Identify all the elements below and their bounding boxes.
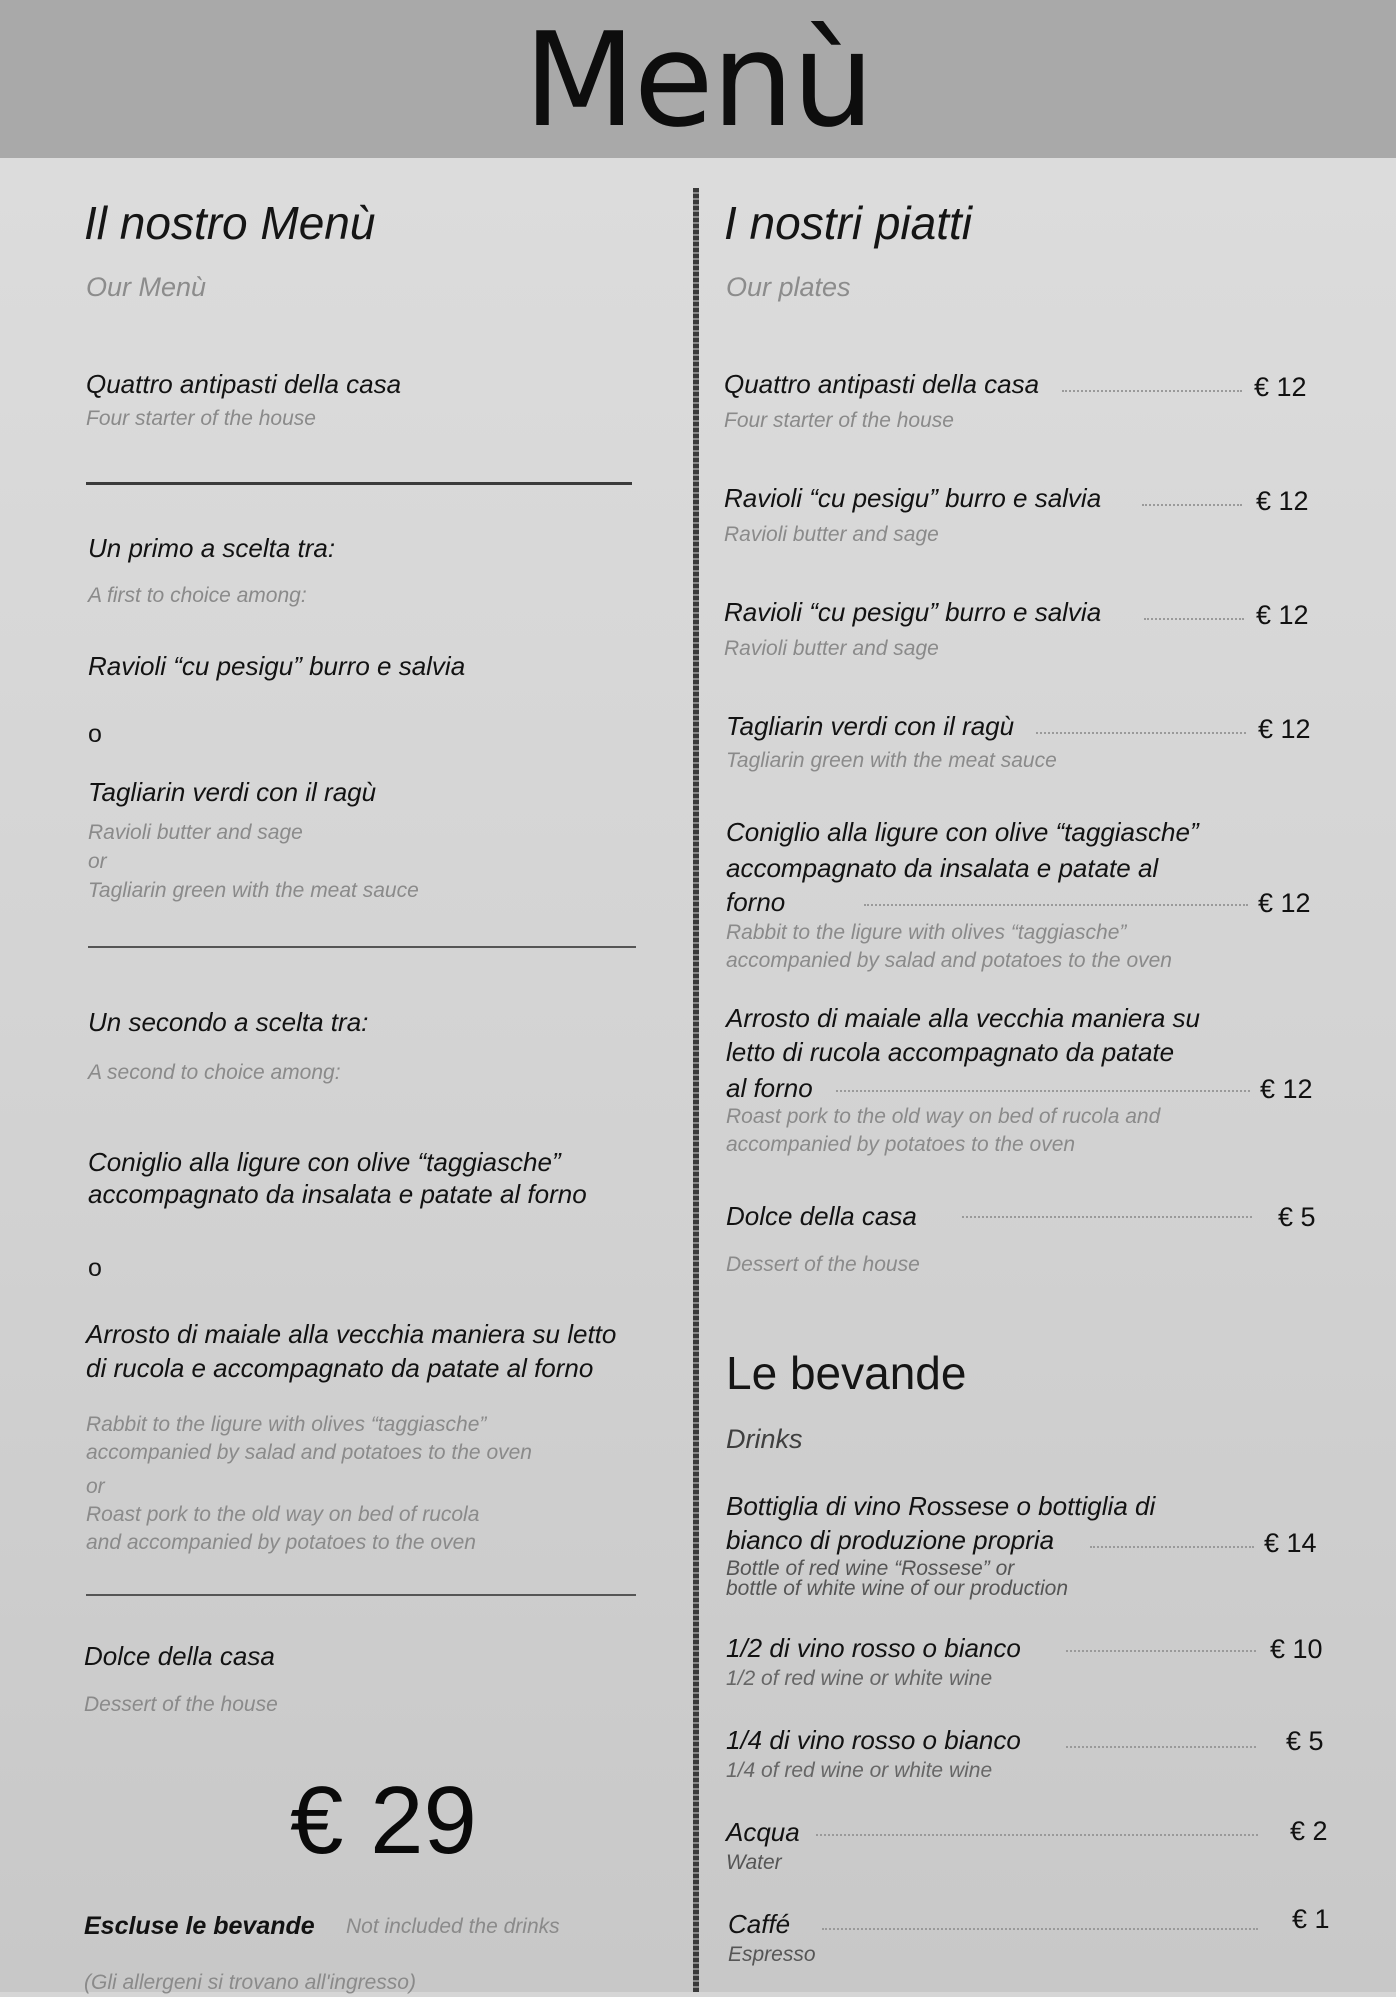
second-en-2-line1: Roast pork to the old way on bed of rucola [86, 1503, 480, 1526]
dish-it: Tagliarin verdi con il ragù [726, 711, 1015, 741]
second-option-1-line2: accompagnato da insalata e patate al forno [88, 1179, 587, 1209]
dish-it-line2: letto di rucola accompagnato da patate [726, 1037, 1175, 1067]
dish-price: € 12 [1260, 1074, 1313, 1104]
drinks-title: Le bevande [726, 1347, 967, 1399]
starter-en: Four starter of the house [86, 407, 316, 430]
dish-en: Ravioli butter and sage [724, 637, 939, 660]
dish-it: Ravioli “cu pesigu” burro e salvia [724, 597, 1102, 627]
first-en-2: Tagliarin green with the meat sauce [88, 879, 419, 902]
drink-it: Caffé [728, 1909, 791, 1939]
dish-it-line1: Coniglio alla ligure con olive “taggiasche” [726, 817, 1199, 847]
drink-it: 1/2 di vino rosso o bianco [726, 1633, 1021, 1663]
second-en-2-line2: and accompanied by potatoes to the oven [86, 1531, 476, 1554]
drink-it: 1/4 di vino rosso o bianco [726, 1725, 1021, 1755]
leader-dots [836, 1090, 1250, 1092]
second-heading-en: A second to choice among: [88, 1061, 341, 1084]
second-option-2-line1: Arrosto di maiale alla vecchia maniera su letto [86, 1319, 617, 1349]
drink-price: € 5 [1286, 1726, 1324, 1756]
first-option-2: Tagliarin verdi con il ragù [88, 777, 377, 807]
drinks-subtitle: Drinks [726, 1424, 803, 1454]
dish-en-line2: accompanied by salad and potatoes to the oven [726, 949, 1172, 972]
section-rule [86, 482, 632, 485]
leader-dots [962, 1216, 1252, 1218]
starter-it: Quattro antipasti della casa [86, 369, 402, 399]
first-heading-en: A first to choice among: [88, 584, 307, 607]
leader-dots [864, 904, 1248, 906]
fixed-menu-title: Il nostro Menù [84, 197, 376, 249]
dish-it: Ravioli “cu pesigu” burro e salvia [724, 483, 1102, 513]
allergens-note: (Gli allergeni si trovano all'ingresso) [84, 1971, 416, 1994]
drink-price: € 2 [1290, 1816, 1328, 1846]
excluded-drinks-en: Not included the drinks [346, 1915, 560, 1938]
leader-dots [816, 1834, 1258, 1836]
dish-it: Quattro antipasti della casa [724, 369, 1040, 399]
drink-en: Water [726, 1851, 782, 1874]
second-or: o [88, 1254, 102, 1282]
second-option-2-line2: di rucola e accompagnato da patate al forno [86, 1353, 594, 1383]
leader-dots [1090, 1546, 1254, 1548]
fixed-menu-price: € 29 [290, 1767, 477, 1874]
drink-en-line1: Bottle of red wine “Rossese” or [726, 1557, 1015, 1580]
dish-en: Dessert of the house [726, 1253, 920, 1276]
plates-subtitle: Our plates [726, 272, 851, 302]
dish-en: Four starter of the house [724, 409, 954, 432]
dish-price: € 12 [1256, 600, 1309, 630]
dish-en: Tagliarin green with the meat sauce [726, 749, 1057, 772]
drink-en-line2: bottle of white wine of our production [726, 1577, 1069, 1600]
drink-price: € 14 [1264, 1528, 1317, 1558]
leader-dots [822, 1928, 1258, 1930]
second-en-or: or [86, 1475, 105, 1498]
dish-en: Ravioli butter and sage [724, 523, 939, 546]
drink-price: € 1 [1292, 1904, 1330, 1934]
section-rule [86, 1594, 636, 1596]
dish-en-line1: Rabbit to the ligure with olives “taggiasche” [726, 921, 1127, 944]
leader-dots [1142, 504, 1242, 506]
second-option-1-line1: Coniglio alla ligure con olive “taggiasche” [88, 1147, 561, 1177]
excluded-drinks: Escluse le bevande [84, 1912, 315, 1940]
drink-en: 1/2 of red wine or white wine [726, 1667, 993, 1690]
dessert-en: Dessert of the house [84, 1693, 278, 1716]
dish-en-line2: accompanied by potatoes to the oven [726, 1133, 1076, 1156]
leader-dots [1066, 1746, 1256, 1748]
column-divider [693, 188, 699, 1992]
leader-dots [1062, 390, 1242, 392]
drink-it: Acqua [726, 1817, 800, 1847]
dish-it-line1: Arrosto di maiale alla vecchia maniera su [726, 1003, 1200, 1033]
drink-price: € 10 [1270, 1634, 1323, 1664]
drink-it-line2: bianco di produzione propria [726, 1525, 1055, 1555]
dish-it-line3: al forno [726, 1073, 813, 1103]
second-heading: Un secondo a scelta tra: [88, 1007, 369, 1037]
drink-it-line1: Bottiglia di vino Rossese o bottiglia di [726, 1491, 1156, 1521]
first-en-or: or [88, 850, 107, 873]
drink-en: 1/4 of red wine or white wine [726, 1759, 993, 1782]
dessert-it: Dolce della casa [84, 1641, 275, 1671]
leader-dots [1144, 618, 1244, 620]
leader-dots [1036, 732, 1246, 734]
first-en-1: Ravioli butter and sage [88, 821, 303, 844]
drink-en: Espresso [728, 1943, 816, 1966]
dish-it-line3: forno [726, 887, 786, 917]
plates-title: I nostri piatti [724, 197, 972, 249]
first-heading: Un primo a scelta tra: [88, 533, 336, 563]
first-or: o [88, 720, 102, 748]
leader-dots [1066, 1650, 1256, 1652]
dish-price: € 12 [1256, 486, 1309, 516]
dish-it: Dolce della casa [726, 1201, 917, 1231]
second-en-1-line1: Rabbit to the ligure with olives “taggiasche” [86, 1413, 487, 1436]
menu-title: Menù [523, 4, 873, 156]
first-option-1: Ravioli “cu pesigu” burro e salvia [88, 651, 466, 681]
dish-price: € 5 [1278, 1202, 1316, 1232]
dish-en-line1: Roast pork to the old way on bed of rucola and [726, 1105, 1161, 1128]
menu-header [0, 0, 1396, 158]
fixed-menu-subtitle: Our Menù [86, 272, 207, 302]
section-rule [88, 946, 636, 948]
dish-price: € 12 [1258, 888, 1311, 918]
second-en-1-line2: accompanied by salad and potatoes to the oven [86, 1441, 532, 1464]
dish-price: € 12 [1258, 714, 1311, 744]
dish-it-line2: accompagnato da insalata e patate al [726, 853, 1159, 883]
dish-price: € 12 [1254, 372, 1307, 402]
